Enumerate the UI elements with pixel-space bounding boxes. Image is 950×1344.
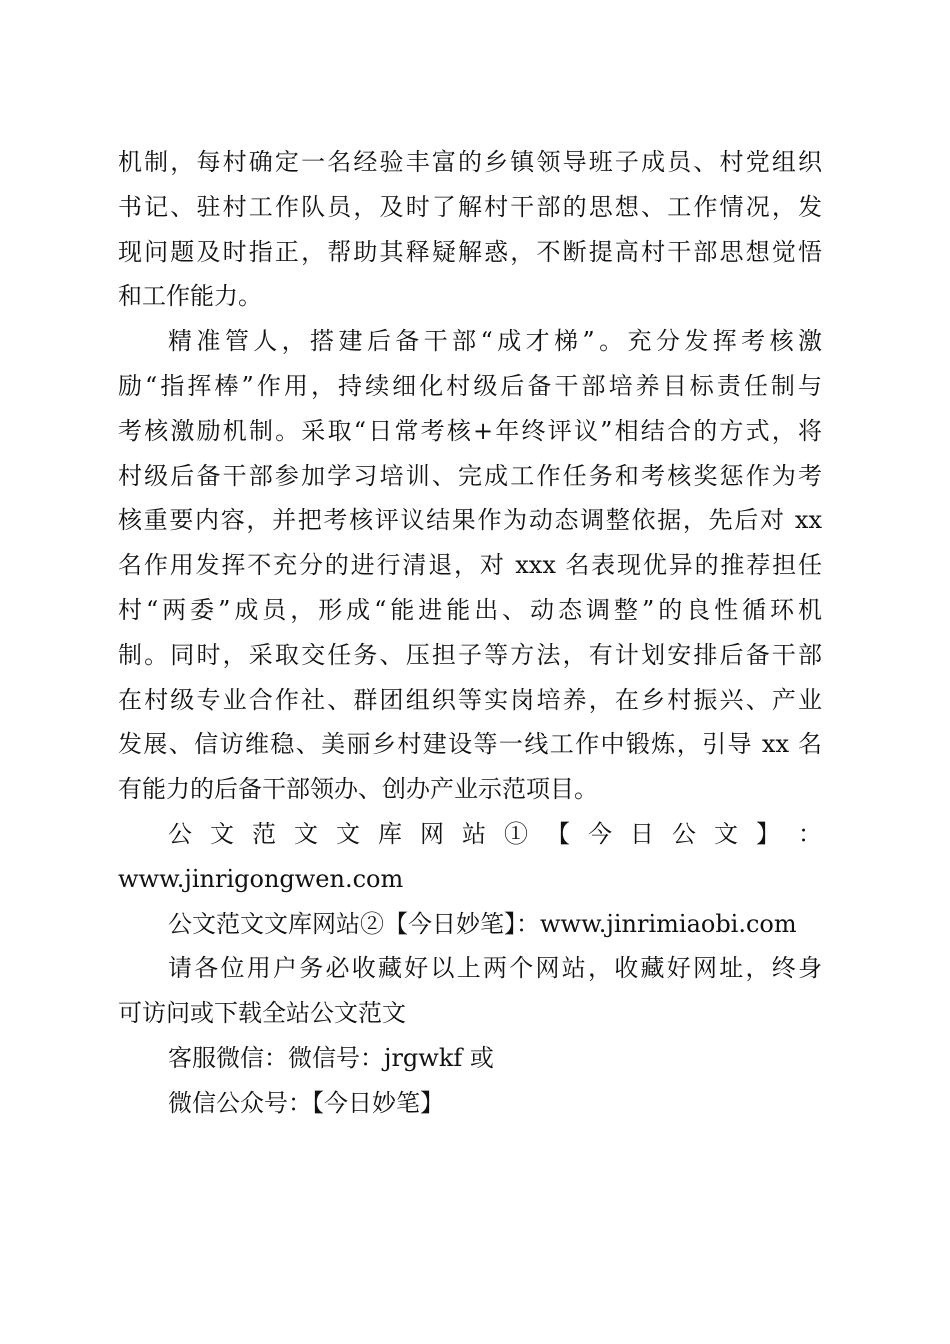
text-line: 名作用发挥不充分的进行清退，对 xxx 名表现优异的推荐担任	[118, 551, 822, 580]
paragraph	[118, 902, 822, 947]
text-line: 发展、信访维稳、美丽乡村建设等一线工作中锻炼，引导 xx 名	[118, 730, 822, 759]
text-line: 核重要内容，并把考核评议结果作为动态调整依据，先后对 xx	[118, 506, 822, 535]
text-line: www.jinrigongwen.com	[118, 864, 404, 893]
text-line: 微信公众号：【今日妙笔】	[168, 1088, 444, 1117]
text-line: 村级后备干部参加学习培训、完成工作任务和考核奖惩作为考	[118, 461, 822, 490]
paragraph	[118, 319, 822, 812]
paragraph	[118, 946, 822, 1036]
text-line: 公 文 范 文 文 库 网 站 ① 【 今 日 公 文 】 ：	[168, 819, 822, 848]
text-line: 请各位用户务必收藏好以上两个网站，收藏好网址，终身	[168, 954, 822, 983]
text-line: 考核激励机制。采取“日常考核+年终评议”相结合的方式，将	[118, 416, 822, 445]
text-line: 可访问或下载全站公文范文	[118, 999, 406, 1028]
text-line: 有能力的后备干部领办、创办产业示范项目。	[118, 775, 598, 804]
text-line: 公文范文文库网站②【今日妙笔】：www.jinrimiaobi.com	[168, 909, 797, 938]
text-line: 在村级专业合作社、群团组织等实岗培养，在乡村振兴、产业	[118, 685, 822, 714]
text-line: 励“指挥棒”作用，持续细化村级后备干部培养目标责任制与	[118, 371, 822, 400]
paragraph	[118, 1036, 822, 1081]
text-line: 制。同时，采取交任务、压担子等方法，有计划安排后备干部	[118, 640, 822, 669]
text-line: 客服微信：微信号：jrgwkf 或	[168, 1043, 494, 1072]
text-line: 村“两委”成员，形成“能进能出、动态调整”的良性循环机	[118, 595, 822, 624]
text-line: 机制，每村确定一名经验丰富的乡镇领导班子成员、村党组织	[118, 148, 822, 176]
paragraph	[118, 812, 822, 902]
text-line: 精准管人，搭建后备干部“成才梯”。充分发挥考核激	[168, 327, 822, 356]
text-line: 和工作能力。	[118, 282, 262, 311]
text-line: 现问题及时指正，帮助其释疑解惑，不断提高村干部思想觉悟	[118, 237, 822, 266]
paragraph	[118, 140, 822, 319]
text-line: 书记、驻村工作队员，及时了解村干部的思想、工作情况，发	[118, 192, 822, 221]
paragraph	[118, 1081, 822, 1126]
document-body	[118, 140, 822, 1126]
